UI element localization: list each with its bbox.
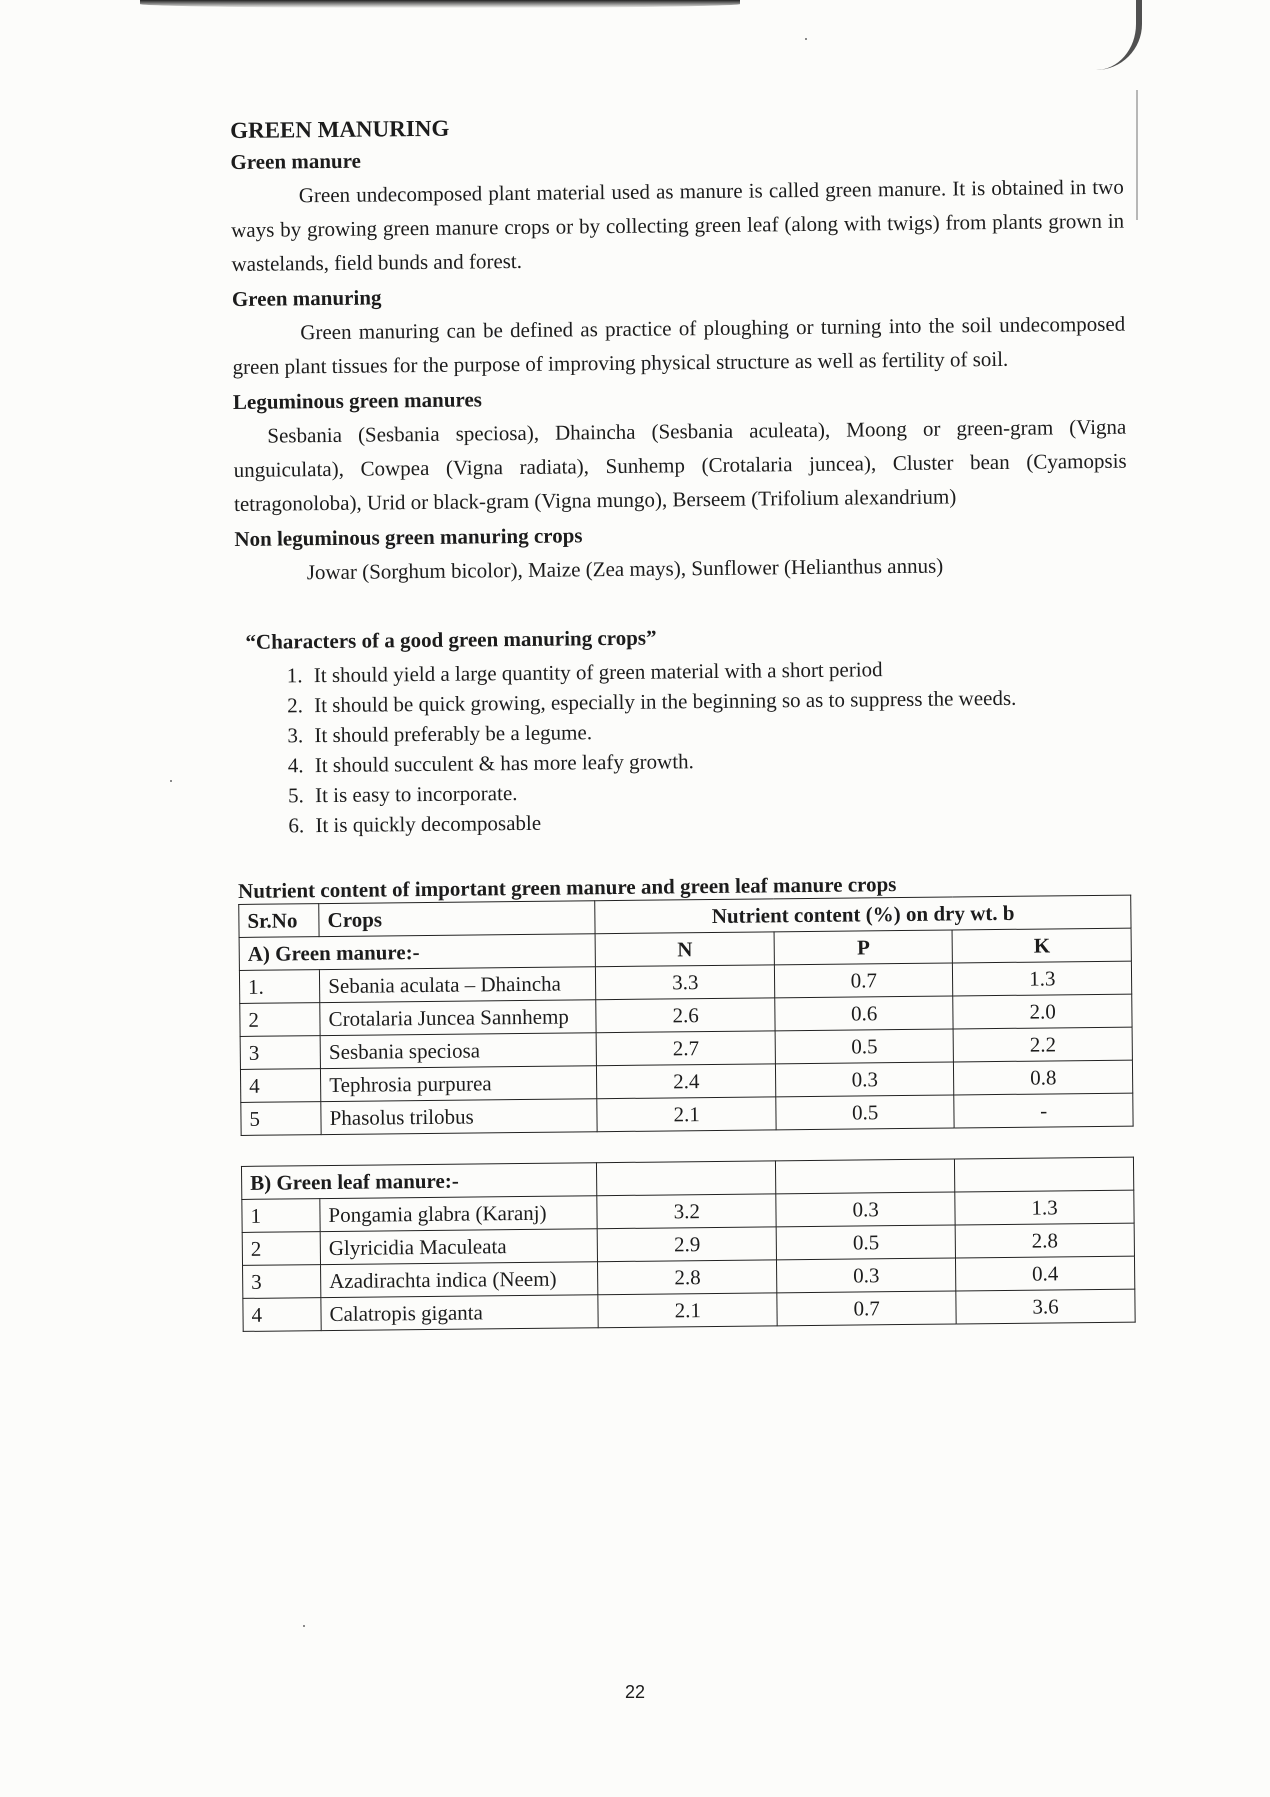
scan-page-curl [1096, 0, 1142, 70]
characters-list [236, 652, 1131, 841]
cell-k: - [954, 1093, 1133, 1128]
list-item: 3. It should preferably be a legume. [308, 712, 1129, 751]
cell-k: 2.2 [954, 1027, 1133, 1062]
leguminous-text: Sesbania (Sesbania speciosa), Dhaincha (Sesbania aculeata), Moong or green-gram (Vigna unguiculata), Cowpea (Vigna radiata), Sunhemp (Crotalaria juncea), Cluster bean (Cyamopsis tetragonoloba), Urid or black-gram (Vigna mungo), Berseem (Trifolium alexandrium) [233, 414, 1127, 516]
cell-crop: Sebania aculata – Dhaincha [320, 967, 597, 1003]
table-title: Nutrient content of important green manure and green leaf manure crops [237, 872, 897, 903]
header-sr: Sr.No [239, 904, 320, 938]
list-item: 1. It should yield a large quantity of green material with a short period [308, 652, 1129, 691]
cell-n: 2.6 [596, 998, 775, 1033]
cell-crop: Crotalaria Juncea Sannhemp [320, 1000, 597, 1036]
cell-n: 2.8 [598, 1260, 777, 1295]
cell-sr: 1. [239, 970, 320, 1004]
cell-p: 0.3 [777, 1258, 956, 1293]
section-title-green-manuring: Green manuring [231, 285, 382, 311]
list-item: 5. It is easy to incorporate. [309, 772, 1130, 811]
page-heading: GREEN MANURING [230, 115, 450, 143]
list-item: 6. It is quickly decomposable [309, 802, 1130, 841]
list-item: 2. It should be quick growing, especially in the beginning so as to suppress the weeds. [308, 682, 1129, 721]
cell-crop: Tephrosia purpurea [321, 1066, 598, 1102]
cell-p: 0.3 [776, 1192, 955, 1227]
cell-crop: Calatropis giganta [321, 1295, 599, 1331]
header-n: N [596, 932, 775, 967]
cell-k: 1.3 [955, 1190, 1134, 1225]
cell-p: 0.3 [775, 1062, 954, 1097]
empty-cell [597, 1161, 776, 1196]
characters-title: “Characters of a good green manuring crops” [245, 625, 657, 654]
cell-k: 1.3 [953, 961, 1132, 996]
cell-p: 0.5 [776, 1095, 955, 1130]
cell-n: 2.1 [598, 1293, 777, 1328]
cell-k: 0.8 [954, 1060, 1133, 1095]
document-page [230, 109, 1136, 1332]
list-item: 4. It should succulent & has more leafy growth. [309, 742, 1130, 781]
scan-top-shadow [140, 0, 740, 8]
cell-n: 2.1 [597, 1097, 776, 1132]
cell-n: 2.4 [597, 1064, 776, 1099]
cell-crop: Sesbania speciosa [320, 1033, 597, 1069]
scan-speck [170, 780, 172, 782]
scan-speck [805, 38, 807, 40]
scan-speck [303, 1625, 305, 1627]
cell-sr: 2 [240, 1003, 321, 1037]
cell-p: 0.7 [777, 1291, 956, 1326]
section-text-green-manure: Green undecomposed plant material used as manure is called green manure. It is obtained in two ways by growing green manure crops or by collecting green leaf (along with twigs) from plants grown in wastelands, field bunds and forest. [231, 174, 1125, 276]
cell-p: 0.5 [776, 1225, 955, 1260]
nutrient-table [238, 895, 1133, 1136]
header-k: K [952, 928, 1131, 963]
group-a-label: A) Green manure:- [239, 934, 596, 971]
scan-page-edge [1136, 90, 1138, 220]
cell-n: 3.3 [596, 965, 775, 1000]
cell-k: 0.4 [956, 1256, 1135, 1291]
cell-sr: 4 [243, 1298, 321, 1332]
cell-crop: Pongamia glabra (Karanj) [320, 1196, 598, 1232]
cell-k: 3.6 [956, 1289, 1135, 1324]
header-p: P [774, 930, 953, 965]
cell-sr: 3 [243, 1265, 321, 1299]
non-leguminous-text: Jowar (Sorghum bicolor), Maize (Zea mays), Sunflower (Helianthus annus) [306, 553, 944, 585]
cell-crop: Glyricidia Maculeata [320, 1229, 598, 1265]
section-title-green-manure: Green manure [230, 148, 362, 174]
cell-k: 2.0 [953, 994, 1132, 1029]
header-nutrient: Nutrient content (%) on dry wt. b [595, 895, 1131, 934]
leguminous-title: Leguminous green manures [232, 387, 483, 414]
cell-sr: 3 [240, 1036, 321, 1070]
cell-crop: Phasolus trilobus [321, 1099, 598, 1135]
cell-p: 0.5 [775, 1029, 954, 1064]
green-leaf-table [241, 1157, 1136, 1332]
cell-crop: Azadirachta indica (Neem) [320, 1262, 598, 1298]
empty-cell [955, 1157, 1134, 1192]
cell-sr: 5 [241, 1102, 322, 1136]
cell-sr: 1 [242, 1199, 320, 1233]
header-crops: Crops [319, 901, 596, 937]
empty-cell [776, 1159, 955, 1194]
cell-n: 3.2 [597, 1194, 776, 1229]
non-leguminous-title: Non leguminous green manuring crops [234, 523, 583, 551]
section-text-green-manuring: Green manuring can be defined as practice of ploughing or turning into the soil undecomposed green plant tissues for the purpose of improving physical structure as well as fertility of soil. [232, 311, 1126, 379]
cell-p: 0.6 [775, 996, 954, 1031]
group-b-label: B) Green leaf manure:- [241, 1163, 597, 1200]
cell-n: 2.7 [597, 1031, 776, 1066]
cell-n: 2.9 [598, 1227, 777, 1262]
cell-sr: 4 [240, 1069, 321, 1103]
cell-k: 2.8 [955, 1223, 1134, 1258]
cell-sr: 2 [242, 1232, 320, 1266]
page-number: 22 [624, 1682, 646, 1702]
cell-p: 0.7 [774, 963, 953, 998]
